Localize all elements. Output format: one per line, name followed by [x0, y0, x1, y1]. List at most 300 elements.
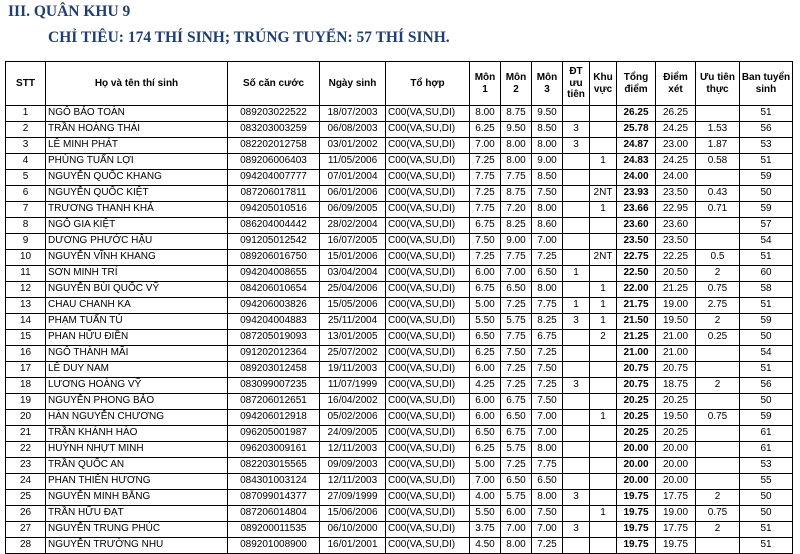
cell-bonus	[696, 442, 740, 458]
col-board: Ban tuyển sinh	[740, 62, 793, 106]
cell-id: 084206010654	[228, 282, 320, 298]
cell-total: 22.00	[617, 282, 656, 298]
cell-combo: C00(VA,SU,DI)	[386, 250, 470, 266]
cell-m1: 6.25	[470, 122, 501, 138]
cell-m3: 7.25	[532, 346, 563, 362]
table-row	[6, 410, 793, 426]
quota-summary: CHỈ TIÊU: 174 THÍ SINH; TRÚNG TUYỂN: 57 THÍ SINH.	[48, 29, 450, 46]
cell-combo: C00(VA,SU,DI)	[386, 394, 470, 410]
cell-combo: C00(VA,SU,DI)	[386, 474, 470, 490]
cell-m2: 8.25	[501, 218, 532, 234]
cell-m1: 3.75	[470, 522, 501, 538]
cell-score: 20.00	[656, 458, 696, 474]
col-total: Tổng điểm	[617, 62, 656, 106]
cell-stt: 20	[6, 410, 46, 426]
cell-score: 18.75	[656, 378, 696, 394]
admission-table	[5, 61, 793, 554]
cell-bonus	[696, 458, 740, 474]
table-header-row	[6, 62, 793, 106]
cell-board: 53	[740, 458, 793, 474]
cell-combo: C00(VA,SU,DI)	[386, 490, 470, 506]
cell-total: 21.25	[617, 330, 656, 346]
cell-name: TRẦN HOÀNG THÁI	[46, 122, 228, 138]
cell-m3: 8.00	[532, 138, 563, 154]
cell-m2: 7.50	[501, 346, 532, 362]
cell-kv: 1	[590, 298, 617, 314]
cell-dob: 11/07/1999	[320, 378, 386, 394]
cell-total: 24.83	[617, 154, 656, 170]
cell-m1: 6.00	[470, 394, 501, 410]
cell-m3: 7.00	[532, 410, 563, 426]
cell-name: SƠN MINH TRÍ	[46, 266, 228, 282]
cell-dt	[563, 410, 590, 426]
cell-total: 23.66	[617, 202, 656, 218]
cell-id: 084301003124	[228, 474, 320, 490]
cell-stt: 12	[6, 282, 46, 298]
cell-total: 25.78	[617, 122, 656, 138]
cell-board: 50	[740, 186, 793, 202]
cell-stt: 27	[6, 522, 46, 538]
table-row	[6, 522, 793, 538]
cell-stt: 8	[6, 218, 46, 234]
cell-combo: C00(VA,SU,DI)	[386, 442, 470, 458]
cell-m3: 7.00	[532, 426, 563, 442]
cell-kv	[590, 442, 617, 458]
cell-stt: 2	[6, 122, 46, 138]
cell-dt	[563, 106, 590, 122]
cell-dt: 3	[563, 122, 590, 138]
cell-id: 091202012364	[228, 346, 320, 362]
cell-total: 20.75	[617, 362, 656, 378]
cell-bonus: 0.25	[696, 330, 740, 346]
cell-total: 23.93	[617, 186, 656, 202]
cell-kv	[590, 106, 617, 122]
cell-combo: C00(VA,SU,DI)	[386, 282, 470, 298]
cell-total: 20.25	[617, 394, 656, 410]
cell-dob: 15/05/2006	[320, 298, 386, 314]
cell-combo: C00(VA,SU,DI)	[386, 538, 470, 554]
cell-id: 094206003826	[228, 298, 320, 314]
cell-kv	[590, 490, 617, 506]
cell-m3: 7.25	[532, 538, 563, 554]
cell-m3: 7.75	[532, 458, 563, 474]
cell-m3: 8.25	[532, 314, 563, 330]
cell-dt	[563, 362, 590, 378]
cell-dob: 25/04/2006	[320, 282, 386, 298]
cell-dt: 1	[563, 298, 590, 314]
cell-dt: 3	[563, 490, 590, 506]
cell-dob: 18/07/2003	[320, 106, 386, 122]
cell-m1: 8.00	[470, 106, 501, 122]
cell-bonus: 0.43	[696, 186, 740, 202]
cell-kv	[590, 538, 617, 554]
cell-total: 20.00	[617, 458, 656, 474]
cell-board: 59	[740, 170, 793, 186]
cell-board: 51	[740, 522, 793, 538]
cell-m1: 7.75	[470, 202, 501, 218]
cell-m1: 7.00	[470, 474, 501, 490]
cell-board: 51	[740, 298, 793, 314]
col-id: Số căn cước	[228, 62, 320, 106]
cell-dob: 13/01/2005	[320, 330, 386, 346]
cell-m2: 6.50	[501, 474, 532, 490]
cell-total: 26.25	[617, 106, 656, 122]
cell-name: TRẦN KHÁNH HÀO	[46, 426, 228, 442]
cell-name: NGUYỄN PHONG BẢO	[46, 394, 228, 410]
cell-stt: 28	[6, 538, 46, 554]
cell-score: 21.00	[656, 346, 696, 362]
cell-id: 087205019093	[228, 330, 320, 346]
cell-name: PHAN THIÊN HƯƠNG	[46, 474, 228, 490]
cell-combo: C00(VA,SU,DI)	[386, 234, 470, 250]
cell-m2: 5.75	[501, 442, 532, 458]
table-row	[6, 186, 793, 202]
cell-kv: 1	[590, 154, 617, 170]
cell-m2: 9.50	[501, 122, 532, 138]
cell-score: 19.75	[656, 538, 696, 554]
table-row	[6, 362, 793, 378]
cell-id: 083099007235	[228, 378, 320, 394]
cell-bonus: 2	[696, 490, 740, 506]
cell-id: 089206006403	[228, 154, 320, 170]
table-row	[6, 282, 793, 298]
cell-score: 22.25	[656, 250, 696, 266]
cell-m2: 7.25	[501, 298, 532, 314]
cell-m2: 7.75	[501, 330, 532, 346]
table-row	[6, 394, 793, 410]
cell-m1: 7.25	[470, 250, 501, 266]
cell-combo: C00(VA,SU,DI)	[386, 330, 470, 346]
cell-kv: 2	[590, 330, 617, 346]
cell-m3: 7.00	[532, 522, 563, 538]
cell-m1: 7.00	[470, 138, 501, 154]
col-m1: Môn 1	[470, 62, 501, 106]
cell-combo: C00(VA,SU,DI)	[386, 202, 470, 218]
cell-dt	[563, 154, 590, 170]
cell-kv: 2NT	[590, 186, 617, 202]
cell-score: 19.00	[656, 506, 696, 522]
cell-dt: 3	[563, 138, 590, 154]
cell-kv	[590, 346, 617, 362]
cell-score: 23.60	[656, 218, 696, 234]
cell-m2: 8.00	[501, 538, 532, 554]
cell-m1: 4.50	[470, 538, 501, 554]
cell-stt: 14	[6, 314, 46, 330]
cell-dt	[563, 442, 590, 458]
cell-bonus	[696, 218, 740, 234]
cell-id: 094204004883	[228, 314, 320, 330]
cell-stt: 21	[6, 426, 46, 442]
cell-id: 087206014804	[228, 506, 320, 522]
cell-kv: 2NT	[590, 250, 617, 266]
cell-kv	[590, 522, 617, 538]
cell-total: 20.00	[617, 474, 656, 490]
cell-score: 24.25	[656, 122, 696, 138]
cell-total: 19.75	[617, 522, 656, 538]
cell-combo: C00(VA,SU,DI)	[386, 186, 470, 202]
cell-name: PHẠM TUẤN TÚ	[46, 314, 228, 330]
cell-name: TRẦN QUỐC AN	[46, 458, 228, 474]
cell-kv: 1	[590, 282, 617, 298]
cell-dt	[563, 186, 590, 202]
cell-total: 20.00	[617, 442, 656, 458]
cell-stt: 17	[6, 362, 46, 378]
cell-stt: 16	[6, 346, 46, 362]
cell-name: NGÔ GIA KIỆT	[46, 218, 228, 234]
cell-m1: 6.00	[470, 410, 501, 426]
cell-total: 20.25	[617, 426, 656, 442]
cell-dob: 12/11/2003	[320, 442, 386, 458]
cell-dob: 07/01/2004	[320, 170, 386, 186]
cell-bonus: 2	[696, 522, 740, 538]
cell-combo: C00(VA,SU,DI)	[386, 346, 470, 362]
cell-m3: 8.00	[532, 490, 563, 506]
cell-stt: 7	[6, 202, 46, 218]
cell-bonus: 2	[696, 266, 740, 282]
cell-board: 50	[740, 506, 793, 522]
cell-score: 17.75	[656, 522, 696, 538]
cell-total: 21.00	[617, 346, 656, 362]
cell-id: 096203009161	[228, 442, 320, 458]
cell-bonus: 1.53	[696, 122, 740, 138]
cell-board: 55	[740, 474, 793, 490]
cell-m3: 6.75	[532, 330, 563, 346]
cell-m1: 7.25	[470, 154, 501, 170]
cell-board: 51	[740, 538, 793, 554]
cell-m2: 7.00	[501, 522, 532, 538]
cell-dt	[563, 394, 590, 410]
cell-m3: 7.00	[532, 234, 563, 250]
cell-board: 56	[740, 122, 793, 138]
cell-id: 094204007777	[228, 170, 320, 186]
cell-dt	[563, 170, 590, 186]
cell-kv	[590, 378, 617, 394]
table-row	[6, 506, 793, 522]
cell-dt	[563, 506, 590, 522]
cell-score: 24.00	[656, 170, 696, 186]
cell-combo: C00(VA,SU,DI)	[386, 362, 470, 378]
cell-m3: 7.50	[532, 394, 563, 410]
cell-board: 61	[740, 442, 793, 458]
cell-score: 22.95	[656, 202, 696, 218]
cell-name: NGUYỄN VĨNH KHANG	[46, 250, 228, 266]
cell-combo: C00(VA,SU,DI)	[386, 378, 470, 394]
cell-dob: 12/11/2003	[320, 474, 386, 490]
cell-bonus	[696, 362, 740, 378]
cell-dob: 06/01/2006	[320, 186, 386, 202]
cell-m2: 8.00	[501, 154, 532, 170]
cell-dob: 25/07/2002	[320, 346, 386, 362]
cell-stt: 15	[6, 330, 46, 346]
cell-m2: 7.25	[501, 362, 532, 378]
cell-m2: 5.75	[501, 314, 532, 330]
cell-dt: 3	[563, 314, 590, 330]
cell-dob: 05/02/2006	[320, 410, 386, 426]
cell-dt	[563, 426, 590, 442]
cell-name: NGUYỄN QUỐC KIỆT	[46, 186, 228, 202]
cell-stt: 25	[6, 490, 46, 506]
cell-bonus: 0.75	[696, 410, 740, 426]
cell-board: 56	[740, 378, 793, 394]
table-row	[6, 378, 793, 394]
cell-id: 087099014377	[228, 490, 320, 506]
cell-m1: 4.00	[470, 490, 501, 506]
cell-m1: 5.50	[470, 506, 501, 522]
cell-score: 20.75	[656, 362, 696, 378]
cell-board: 59	[740, 202, 793, 218]
cell-m1: 5.00	[470, 298, 501, 314]
cell-id: 094206012918	[228, 410, 320, 426]
cell-kv	[590, 394, 617, 410]
table-row	[6, 170, 793, 186]
cell-board: 51	[740, 154, 793, 170]
cell-name: TRẦN HỮU ĐẠT	[46, 506, 228, 522]
table-row	[6, 250, 793, 266]
cell-total: 24.87	[617, 138, 656, 154]
cell-id: 087206012651	[228, 394, 320, 410]
cell-combo: C00(VA,SU,DI)	[386, 122, 470, 138]
cell-dt	[563, 538, 590, 554]
cell-bonus	[696, 474, 740, 490]
cell-dt	[563, 346, 590, 362]
cell-dt	[563, 282, 590, 298]
cell-m1: 5.00	[470, 458, 501, 474]
cell-score: 20.00	[656, 442, 696, 458]
cell-score: 21.25	[656, 282, 696, 298]
cell-board: 53	[740, 138, 793, 154]
cell-bonus: 1.87	[696, 138, 740, 154]
section-title: III. QUÂN KHU 9	[8, 3, 131, 20]
cell-bonus: 0.75	[696, 282, 740, 298]
cell-id: 087206017811	[228, 186, 320, 202]
cell-dob: 15/01/2006	[320, 250, 386, 266]
cell-m1: 7.25	[470, 186, 501, 202]
cell-name: HUỲNH NHỰT MINH	[46, 442, 228, 458]
table-row	[6, 122, 793, 138]
cell-m1: 7.75	[470, 170, 501, 186]
cell-m1: 5.50	[470, 314, 501, 330]
cell-stt: 23	[6, 458, 46, 474]
table-row	[6, 266, 793, 282]
cell-board: 61	[740, 426, 793, 442]
cell-bonus	[696, 346, 740, 362]
cell-id: 094204008655	[228, 266, 320, 282]
cell-kv	[590, 362, 617, 378]
cell-m3: 8.00	[532, 202, 563, 218]
cell-m3: 8.00	[532, 282, 563, 298]
cell-kv	[590, 122, 617, 138]
cell-m1: 6.00	[470, 266, 501, 282]
table-row	[6, 346, 793, 362]
cell-dt: 3	[563, 378, 590, 394]
cell-name: CHAU CHANH KA	[46, 298, 228, 314]
cell-name: LÊ MINH PHÁT	[46, 138, 228, 154]
table-row	[6, 490, 793, 506]
cell-m3: 7.75	[532, 298, 563, 314]
cell-m1: 6.00	[470, 362, 501, 378]
cell-board: 54	[740, 234, 793, 250]
cell-combo: C00(VA,SU,DI)	[386, 154, 470, 170]
cell-total: 20.75	[617, 378, 656, 394]
cell-combo: C00(VA,SU,DI)	[386, 298, 470, 314]
table-row	[6, 330, 793, 346]
cell-m2: 6.50	[501, 282, 532, 298]
cell-kv: 1	[590, 506, 617, 522]
cell-m1: 6.25	[470, 346, 501, 362]
cell-dt	[563, 330, 590, 346]
cell-m3: 7.50	[532, 186, 563, 202]
col-score: Điểm xét	[656, 62, 696, 106]
cell-name: NGUYỄN MINH BẰNG	[46, 490, 228, 506]
cell-m2: 8.75	[501, 106, 532, 122]
cell-score: 24.25	[656, 154, 696, 170]
cell-bonus	[696, 170, 740, 186]
cell-id: 086204004442	[228, 218, 320, 234]
cell-m3: 7.50	[532, 362, 563, 378]
table-row	[6, 458, 793, 474]
cell-bonus	[696, 106, 740, 122]
cell-total: 21.50	[617, 314, 656, 330]
cell-kv	[590, 458, 617, 474]
cell-m2: 7.25	[501, 458, 532, 474]
table-row	[6, 138, 793, 154]
cell-dt: 3	[563, 522, 590, 538]
cell-dob: 25/11/2004	[320, 314, 386, 330]
cell-board: 58	[740, 282, 793, 298]
cell-m3: 7.25	[532, 378, 563, 394]
cell-stt: 26	[6, 506, 46, 522]
cell-dob: 03/01/2002	[320, 138, 386, 154]
table-row	[6, 202, 793, 218]
cell-score: 20.25	[656, 426, 696, 442]
table-row	[6, 426, 793, 442]
cell-kv: 1	[590, 202, 617, 218]
cell-combo: C00(VA,SU,DI)	[386, 170, 470, 186]
cell-m2: 5.75	[501, 490, 532, 506]
cell-total: 22.50	[617, 266, 656, 282]
table-row	[6, 538, 793, 554]
cell-combo: C00(VA,SU,DI)	[386, 266, 470, 282]
cell-dob: 09/09/2003	[320, 458, 386, 474]
cell-score: 20.00	[656, 474, 696, 490]
cell-board: 50	[740, 490, 793, 506]
cell-kv: 1	[590, 314, 617, 330]
cell-name: PHAN HỮU ĐIỀN	[46, 330, 228, 346]
cell-m3: 9.50	[532, 106, 563, 122]
cell-dob: 24/09/2005	[320, 426, 386, 442]
cell-bonus	[696, 234, 740, 250]
cell-bonus	[696, 538, 740, 554]
cell-stt: 3	[6, 138, 46, 154]
cell-score: 23.50	[656, 234, 696, 250]
cell-stt: 18	[6, 378, 46, 394]
cell-score: 19.50	[656, 410, 696, 426]
cell-score: 19.00	[656, 298, 696, 314]
cell-m2: 7.25	[501, 378, 532, 394]
cell-name: LÊ DUY NAM	[46, 362, 228, 378]
table-row	[6, 298, 793, 314]
table-row	[6, 234, 793, 250]
cell-id: 089206016750	[228, 250, 320, 266]
cell-m1: 6.75	[470, 218, 501, 234]
cell-m1: 6.25	[470, 442, 501, 458]
cell-name: PHÙNG TUẤN LỢI	[46, 154, 228, 170]
cell-score: 21.00	[656, 330, 696, 346]
col-stt: STT	[6, 62, 46, 106]
cell-dt	[563, 202, 590, 218]
cell-kv	[590, 266, 617, 282]
cell-id: 089203022522	[228, 106, 320, 122]
